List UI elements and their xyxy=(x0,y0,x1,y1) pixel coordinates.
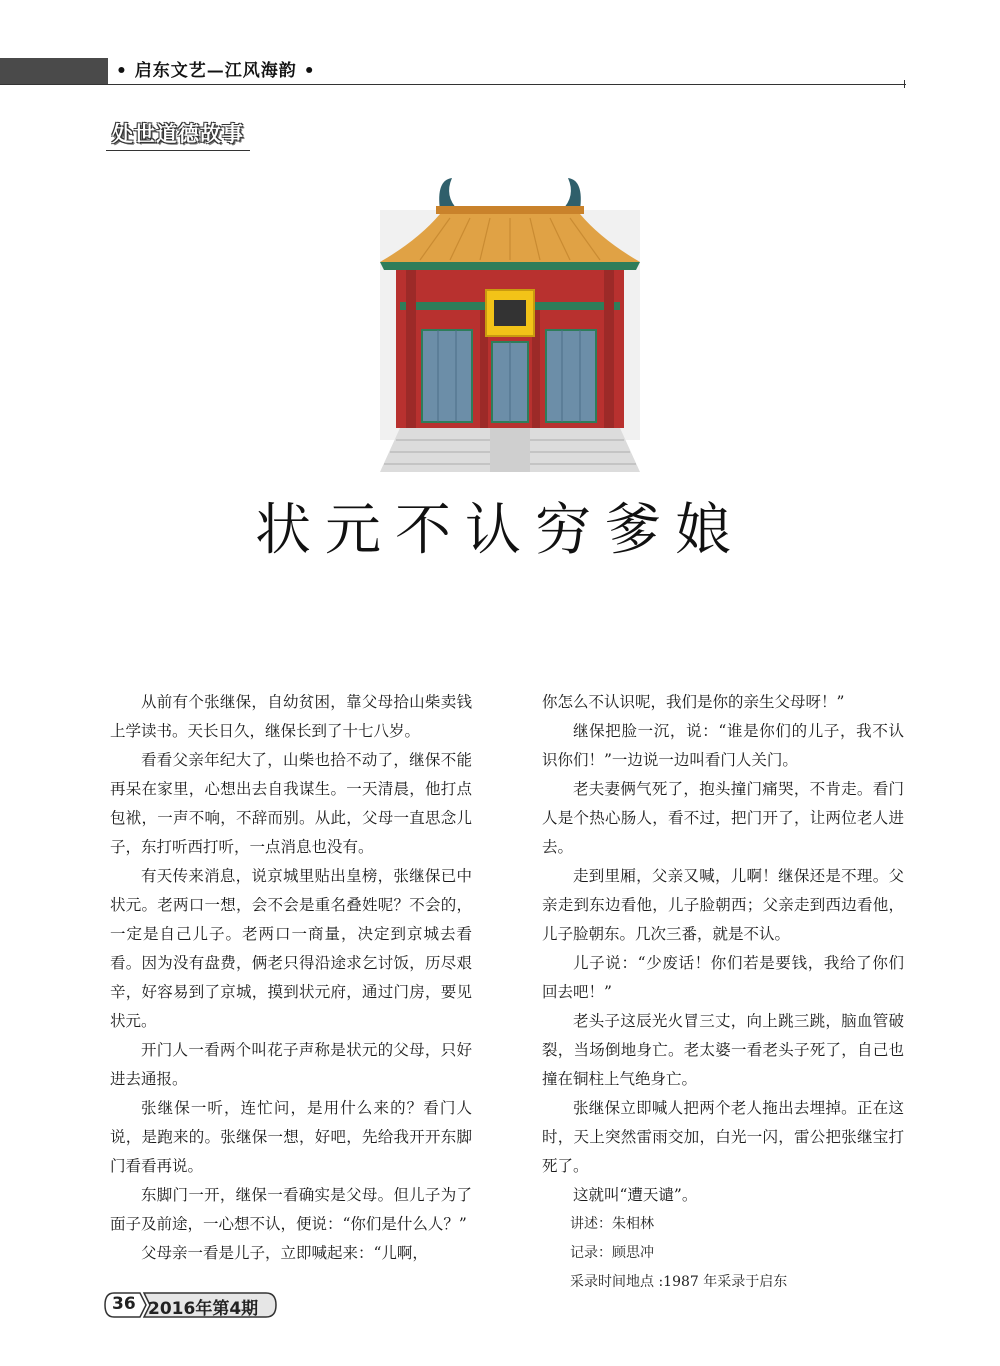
page-number: 36 xyxy=(112,1294,136,1314)
paragraph-continuation: 你怎么不认识呢，我们是你的亲生父母呀！” xyxy=(542,693,845,711)
window-left xyxy=(422,330,472,422)
section-underline xyxy=(106,150,250,151)
paragraph: 老夫妻俩气死了，抱头撞门痛哭，不肯走。看门人是个热心肠人，看不过，把门开了，让两位老人进去。 xyxy=(542,780,904,856)
section-label: 处世道德故事 xyxy=(112,122,244,146)
roof-ridge xyxy=(436,206,584,214)
paragraph: 东脚门一开，继保一看确实是父母。但儿子为了面子及前途，一心想不认，便说：“你们是什么人？” xyxy=(110,1186,472,1233)
magazine-header-title: • 启东文艺—江风海韵 • xyxy=(116,61,316,81)
roof-eave-trim xyxy=(380,262,640,270)
paragraph: 老头子这辰光火冒三丈，向上跳三跳，脑血管破裂，当场倒地身亡。老太婆一看老头子死了，自己也撞在铜柱上气绝身亡。 xyxy=(542,1012,904,1088)
paragraph: 儿子说：“少废话！你们若是要钱，我给了你们回去吧！” xyxy=(542,954,904,1001)
article-column-left xyxy=(110,688,472,1268)
paragraph: 走到里厢，父亲又喊，儿啊！继保还是不理。父亲走到东边看他，儿子脸朝西；父亲走到西边看他，儿子脸朝东。几次三番，就是不认。 xyxy=(542,867,904,943)
paragraph: 这就叫“遭天谴”。 xyxy=(573,1186,698,1204)
palace-illustration xyxy=(340,170,680,480)
paragraph: 张继保一听，连忙问，是用什么来的？看门人说，是跑来的。张继保一想，好吧，先给我开开东脚门看看再说。 xyxy=(110,1099,472,1175)
paragraph: 从前有个张继保，自幼贫困，靠父母拾山柴卖钱上学读书。天长日久，继保长到了十七八岁。 xyxy=(110,693,472,740)
window-right xyxy=(546,330,596,422)
header-bar xyxy=(0,58,108,84)
article-column-right xyxy=(542,688,904,1297)
paragraph: 父母亲一看是儿子，立即喊起来：“儿啊， xyxy=(141,1244,428,1262)
paragraph: 张继保立即喊人把两个老人拖出去埋掉。正在这时，天上突然雷雨交加，白光一闪，雷公把张继宝打死了。 xyxy=(542,1099,904,1175)
credit-time-place: 采录时间地点 :1987 年采录于启东 xyxy=(570,1274,788,1290)
credit-recorder: 记录：顾思冲 xyxy=(570,1245,654,1261)
article-title: 状元不认穷爹娘 xyxy=(255,498,745,563)
paragraph: 继保把脸一沉，说：“谁是你们的儿子，我不认识你们！”一边说一边叫看门人关门。 xyxy=(542,722,904,769)
paragraph: 开门人一看两个叫花子声称是状元的父母，只好进去通报。 xyxy=(110,1041,472,1088)
central-ramp xyxy=(490,428,530,472)
paragraph: 有天传来消息，说京城里贴出皇榜，张继保已中状元。老两口一想，会不会是重名叠姓呢？不会的，一定是自己儿子。老两口一商量，决定到京城去看看。因为没有盘费，俩老只得沿途求乞讨饭，历尽艰辛，好容易到了京城，摸到状元府，通过门房，要见状元。 xyxy=(110,867,472,1030)
credit-narrator: 讲述：朱相林 xyxy=(570,1216,654,1232)
paragraph: 看看父亲年纪大了，山柴也拾不动了，继保不能再呆在家里，心想出去自我谋生。一天清晨，他打点包袱，一声不响，不辞而别。从此，父母一直思念儿子，东打听西打听，一点消息也没有。 xyxy=(110,751,472,856)
header-rule-tick xyxy=(904,80,905,88)
roof-ornament-right xyxy=(562,178,581,210)
header-rule xyxy=(0,84,906,85)
issue-label: 2016年第4期 xyxy=(148,1299,259,1319)
roof-ornament-left xyxy=(439,178,458,210)
